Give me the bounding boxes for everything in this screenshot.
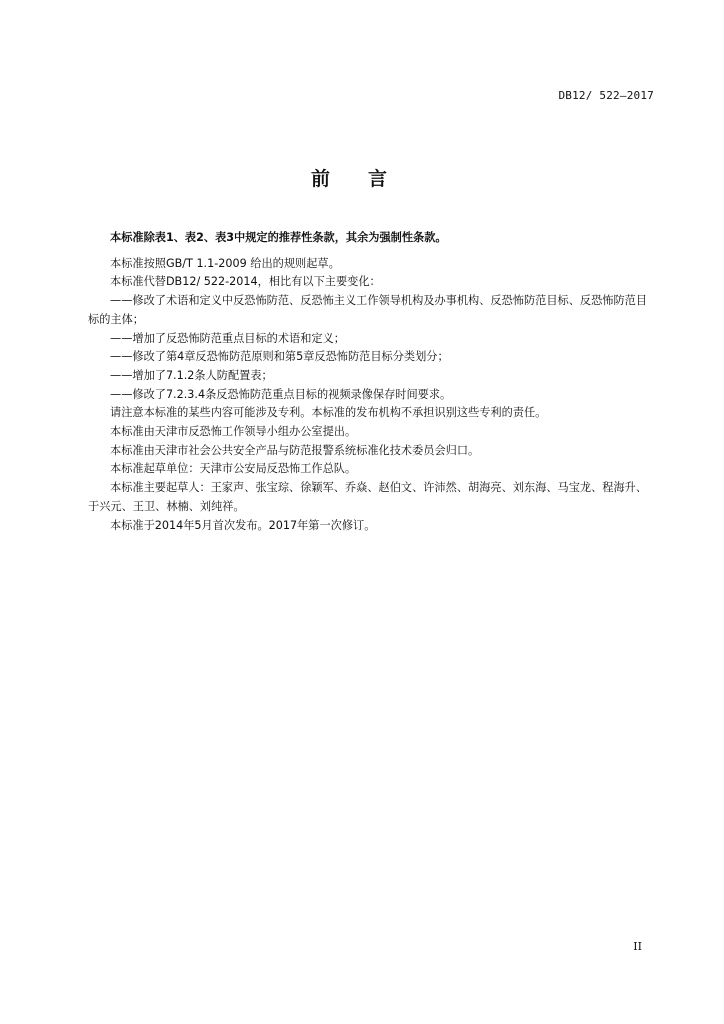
paragraph-patent-notice: 请注意本标准的某些内容可能涉及专利。本标准的发布机构不承担识别这些专利的责任。 [110, 406, 547, 420]
change-item-key-target-terms: ——增加了反恐怖防范重点目标的术语和定义； [110, 331, 345, 345]
paragraph-drafting-unit: 本标准起草单位：天津市公安局反恐怖工作总队。 [110, 462, 357, 476]
paragraph-proposed-by: 本标准由天津市反恐怖工作领导小组办公室提出。 [110, 425, 357, 439]
paragraph-drafters: 本标准主要起草人：王家声、张宝琮、徐颖军、乔焱、赵伯文、许沛然、胡海亮、刘东海、马宝龙、程海升、于兴元、王卫、林楠、刘纯祥。 [88, 481, 648, 513]
document-body [88, 229, 658, 535]
standard-code: DB12/ 522—2017 [558, 89, 654, 102]
paragraph-centralized-by: 本标准由天津市社会公共安全产品与防范报警系统标准化技术委员会归口。 [110, 443, 480, 457]
paragraph-replaces: 本标准代替DB12/ 522-2014，相比有以下主要变化： [110, 275, 381, 289]
change-item-chapters: ——修改了第4章反恐怖防范原则和第5章反恐怖防范目标分类划分； [110, 350, 449, 364]
mandatory-clause-notice: 本标准除表1、表2、表3中规定的推荐性条款，其余为强制性条款。 [110, 231, 447, 244]
paragraph-drafting-rules: 本标准按照GB/T 1.1-2009 给出的规则起草。 [110, 256, 340, 270]
change-item-civil-defense-table: ——增加了7.1.2条人防配置表； [110, 368, 273, 382]
page-title: 前言 [310, 168, 425, 190]
change-item-video-retention: ——修改了7.2.3.4条反恐怖防范重点目标的视频录像保存时间要求。 [110, 387, 452, 401]
page-number: II [633, 940, 642, 953]
change-item-terms: ——修改了术语和定义中反恐怖防范、反恐怖主义工作领导机构及办事机构、反恐怖防范目标、反恐怖防范目标的主体； [88, 294, 648, 326]
paragraph-issue-history: 本标准于2014年5月首次发布。2017年第一次修订。 [110, 518, 376, 532]
